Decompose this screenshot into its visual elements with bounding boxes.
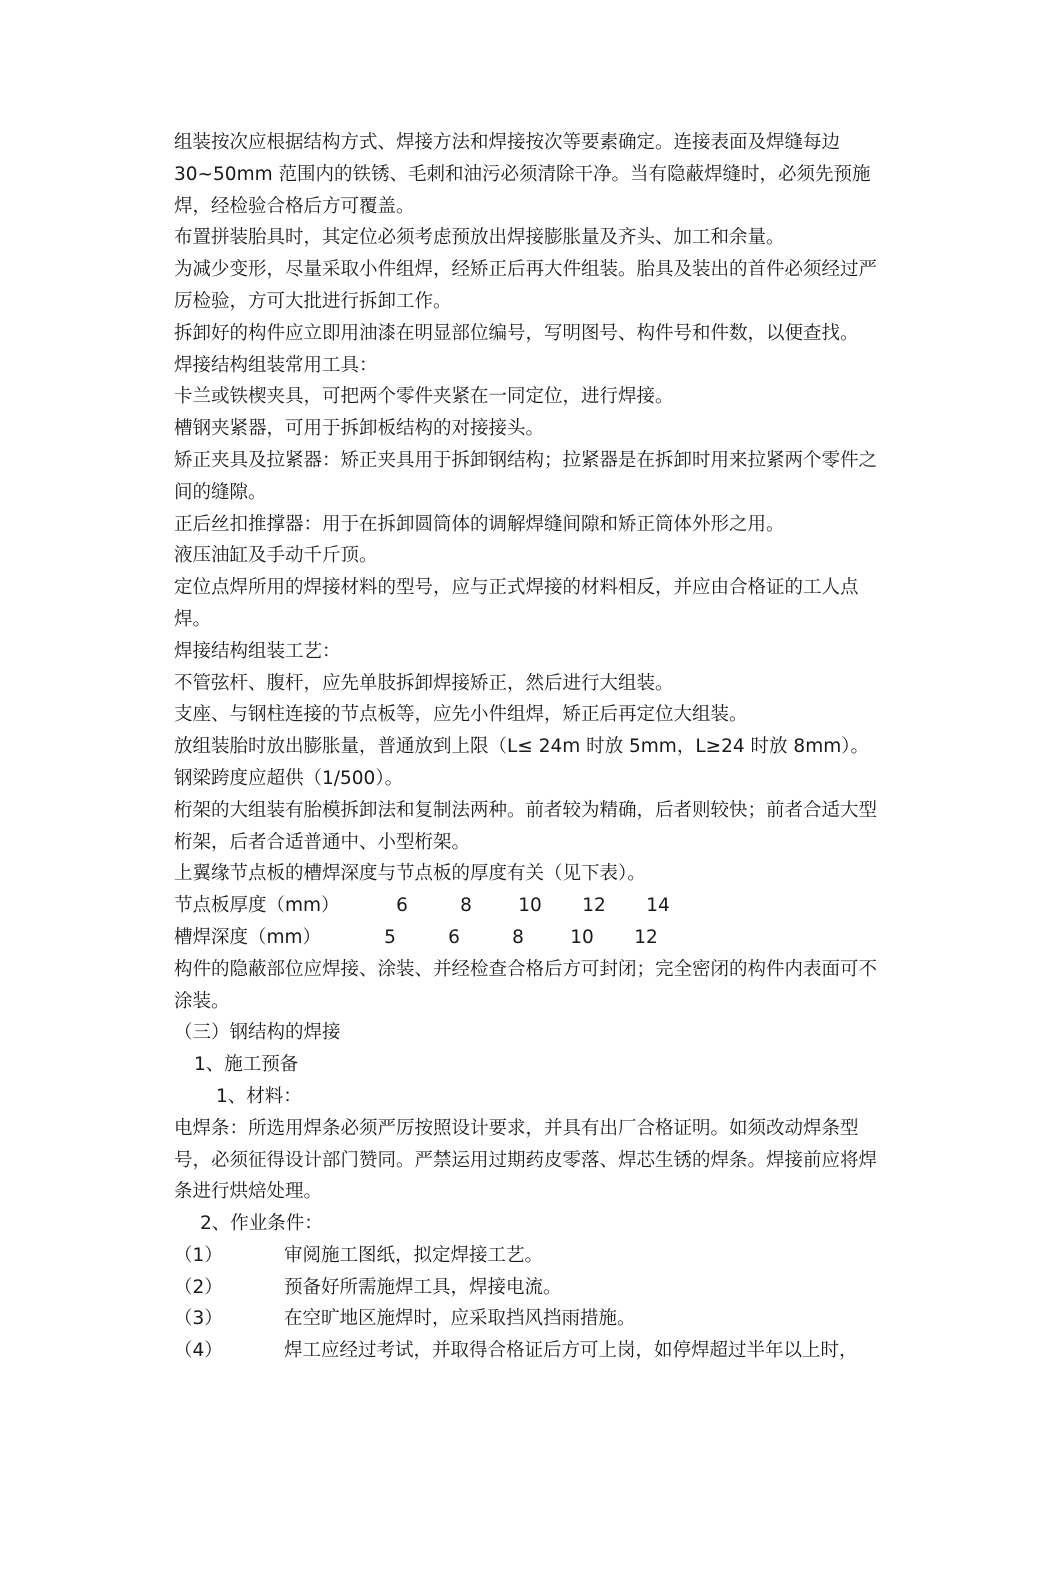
paragraph: 槽钢夹紧器，可用于拆卸板结构的对接接头。: [174, 418, 545, 440]
condition-number: （3）: [174, 1308, 223, 1330]
depth-value: 6: [448, 926, 460, 948]
thickness-value: 12: [582, 895, 606, 917]
paragraph: 焊接结构组装常用工具：: [174, 354, 378, 376]
paragraph: 为减少变形，尽量采取小件组焊，经矫正后再大件组装。胎具及装出的首件必须经过严厉检验，方可大批进行拆卸工作。: [174, 259, 878, 312]
condition-item: [174, 1240, 894, 1272]
depth-row: [174, 922, 894, 954]
thickness-value: 10: [518, 895, 542, 917]
paragraph: 定位点焊所用的焊接材料的型号，应与正式焊接的材料相反，并应由合格证的工人点焊。: [174, 577, 859, 630]
section-heading: （三）钢结构的焊接: [174, 1022, 341, 1044]
paragraph: 放组装胎时放出膨胀量，普通放到上限（L≤ 24m 时放 5mm，L≥24 时放 8mm）。: [174, 736, 869, 758]
paragraph: 焊接结构组装工艺：: [174, 640, 341, 662]
paragraph: 钢梁跨度应超供（1/500）。: [174, 767, 404, 789]
condition-number: （4）: [174, 1340, 223, 1362]
condition-item: [174, 1303, 894, 1335]
thickness-value: 6: [396, 895, 408, 917]
sub-heading: 1、施工预备: [194, 1054, 299, 1076]
paragraph: 卡兰或铁楔夹具，可把两个零件夹紧在一同定位，进行焊接。: [174, 386, 674, 408]
paragraph: 不管弦杆、腹杆，应先单肢拆卸焊接矫正，然后进行大组装。: [174, 672, 674, 694]
depth-value: 12: [634, 926, 658, 948]
thickness-value: 14: [646, 895, 670, 917]
paragraph: 桁架的大组装有胎模拆卸法和复制法两种。前者较为精确，后者则较快；前者合适大型桁架，后者合适普通中、小型桁架。: [174, 799, 878, 853]
condition-text: 在空旷地区施焊时，应采取挡风挡雨措施。: [284, 1308, 636, 1330]
paragraph: 布置拼装胎具时，其定位必须考虑预放出焊接膨胀量及齐头、加工和余量。: [174, 227, 785, 249]
condition-number: （1）: [174, 1244, 223, 1266]
sub-sub-heading: 1、材料：: [216, 1085, 302, 1107]
condition-number: （2）: [174, 1276, 223, 1298]
depth-value: 10: [570, 926, 594, 948]
paragraph: 正后丝扣推撑器：用于在拆卸圆筒体的调解焊缝间隙和矫正筒体外形之用。: [174, 513, 785, 535]
depth-value: 5: [384, 926, 396, 948]
sub-heading: 2、作业条件：: [200, 1213, 323, 1235]
condition-item: [174, 1272, 894, 1304]
condition-text: 焊工应经过考试，并取得合格证后方可上岗，如停焊超过半年以上时，: [284, 1340, 858, 1362]
thickness-row: [174, 890, 894, 922]
depth-label: 槽焊深度（mm）: [174, 926, 322, 948]
document-body: [174, 127, 894, 1367]
paragraph: 液压油缸及手动千斤顶。: [174, 545, 378, 567]
thickness-label: 节点板厚度（mm）: [174, 895, 340, 917]
depth-value: 8: [512, 926, 524, 948]
paragraph: 支座、与钢柱连接的节点板等，应先小件组焊，矫正后再定位大组装。: [174, 704, 748, 726]
paragraph: 矫正夹具及拉紧器：矫正夹具用于拆卸钢结构；拉紧器是在拆卸时用来拉紧两个零件之间的缝隙。: [174, 449, 878, 503]
paragraph: 组装按次应根据结构方式、焊接方法和焊接按次等要素确定。连接表面及焊缝每边 30~50mm 范围内的铁锈、毛刺和油污必须清除干净。当有隐蔽焊缝时，必须先预施焊，经检验合格后方可覆盖。: [174, 132, 871, 217]
paragraph: 电焊条：所选用焊条必须严厉按照设计要求，并具有出厂合格证明。如须改动焊条型号，必须征得设计部门赞同。严禁运用过期药皮零落、焊芯生锈的焊条。焊接前应将焊条进行烘焙处理。: [174, 1117, 878, 1203]
condition-item: [174, 1335, 894, 1367]
thickness-value: 8: [460, 895, 472, 917]
paragraph: 上翼缘节点板的槽焊深度与节点板的厚度有关（见下表）。: [174, 863, 646, 885]
paragraph: 拆卸好的构件应立即用油漆在明显部位编号，写明图号、构件号和件数，以便查找。: [174, 322, 859, 344]
paragraph: 构件的隐蔽部位应焊接、涂装、并经检查合格后方可封闭；完全密闭的构件内表面可不涂装。: [174, 958, 878, 1012]
condition-text: 预备好所需施焊工具，焊接电流。: [284, 1276, 562, 1298]
condition-text: 审阅施工图纸，拟定焊接工艺。: [284, 1244, 544, 1266]
